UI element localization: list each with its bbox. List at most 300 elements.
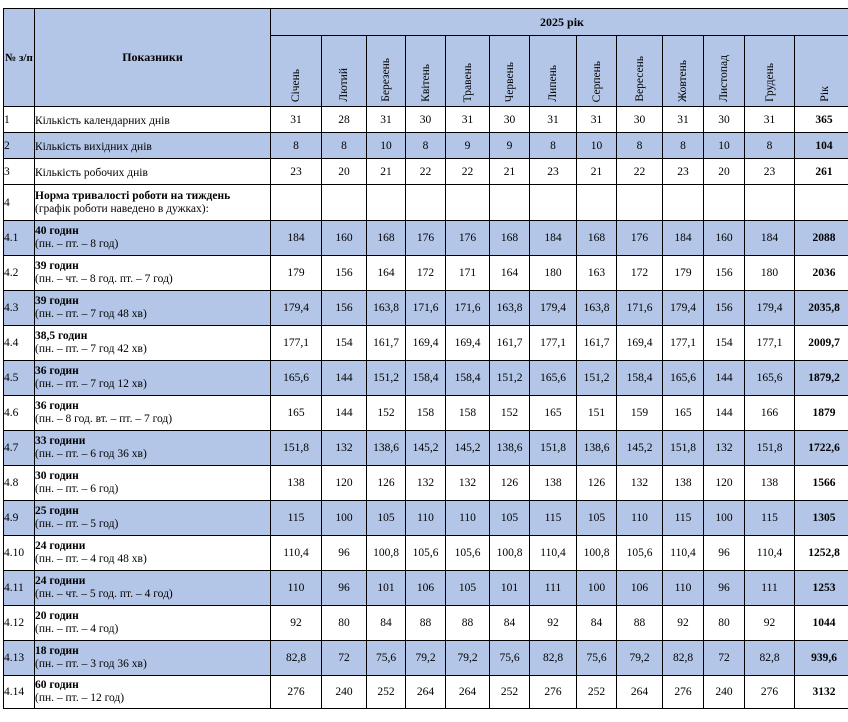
month-value-cell: 252 <box>577 676 617 709</box>
month-value-cell: 176 <box>617 221 663 256</box>
row-label-title: 60 годин <box>35 679 79 691</box>
month-value-cell: 168 <box>367 221 406 256</box>
month-value-cell: 92 <box>530 606 577 641</box>
month-header <box>490 36 530 107</box>
month-value-cell <box>322 185 367 221</box>
year-total-cell: 1566 <box>795 466 848 501</box>
row-label <box>35 291 271 326</box>
month-value-cell: 21 <box>577 159 617 185</box>
month-value-cell: 115 <box>530 501 577 536</box>
row-label-schedule: (пн. – пт. – 6 год) <box>35 483 119 495</box>
month-value-cell: 120 <box>704 466 745 501</box>
month-value-cell: 132 <box>704 431 745 466</box>
table-row <box>4 571 848 606</box>
table-row <box>4 361 848 396</box>
row-label <box>35 606 271 641</box>
month-value-cell: 28 <box>322 107 367 133</box>
month-value-cell: 96 <box>322 571 367 606</box>
month-value-cell: 177,1 <box>745 326 795 361</box>
month-value-cell: 179 <box>663 256 704 291</box>
row-number: 4.7 <box>4 431 35 466</box>
month-value-cell: 75,6 <box>577 641 617 676</box>
month-value-cell: 160 <box>704 221 745 256</box>
header-row-top <box>4 9 848 36</box>
row-label <box>35 133 271 159</box>
month-value-cell: 75,6 <box>490 641 530 676</box>
table-row <box>4 466 848 501</box>
header-num-label: № з/п <box>5 51 33 64</box>
header-indicators-label: Показники <box>122 50 183 64</box>
month-value-cell: 101 <box>367 571 406 606</box>
month-value-cell: 176 <box>406 221 446 256</box>
row-label-schedule: (пн. – пт. – 5 год) <box>35 518 119 530</box>
month-value-cell: 8 <box>663 133 704 159</box>
year-total-cell: 1879 <box>795 396 848 431</box>
row-label <box>35 536 271 571</box>
month-value-cell: 151,8 <box>530 431 577 466</box>
row-number: 4.5 <box>4 361 35 396</box>
year-total-cell: 1722,6 <box>795 431 848 466</box>
month-value-cell: 92 <box>745 606 795 641</box>
month-value-cell: 276 <box>745 676 795 709</box>
month-value-cell: 151,2 <box>367 361 406 396</box>
month-value-cell: 110,4 <box>530 536 577 571</box>
month-value-cell: 161,7 <box>367 326 406 361</box>
month-value-cell <box>490 185 530 221</box>
month-value-cell: 31 <box>271 107 322 133</box>
year-total-cell: 1305 <box>795 501 848 536</box>
month-value-cell: 138,6 <box>490 431 530 466</box>
month-value-cell: 138 <box>530 466 577 501</box>
month-value-cell: 144 <box>322 361 367 396</box>
year-total-cell: 104 <box>795 133 848 159</box>
work-hours-table <box>3 8 848 709</box>
month-value-cell: 144 <box>322 396 367 431</box>
month-value-cell: 158 <box>446 396 490 431</box>
month-value-cell: 10 <box>367 133 406 159</box>
row-number: 4.10 <box>4 536 35 571</box>
row-label <box>35 396 271 431</box>
month-value-cell: 88 <box>446 606 490 641</box>
year-total-header-label: Рік <box>816 86 831 102</box>
month-header-label: Жовтень <box>677 59 689 102</box>
month-value-cell: 154 <box>322 326 367 361</box>
month-value-cell: 138 <box>745 466 795 501</box>
table-row <box>4 107 848 133</box>
table-row <box>4 256 848 291</box>
month-value-cell: 132 <box>446 466 490 501</box>
row-label-title: 18 годин <box>35 645 79 657</box>
month-value-cell: 171,6 <box>406 291 446 326</box>
table-row <box>4 501 848 536</box>
row-label-schedule: (пн. – чт. – 8 год. пт. – 7 год) <box>35 273 173 285</box>
row-label-title: Норма тривалості роботи на тиждень <box>35 189 231 202</box>
month-value-cell: 84 <box>367 606 406 641</box>
month-value-cell: 106 <box>617 571 663 606</box>
month-value-cell: 169,4 <box>446 326 490 361</box>
month-value-cell: 172 <box>617 256 663 291</box>
year-total-cell: 1252,8 <box>795 536 848 571</box>
month-value-cell: 169,4 <box>617 326 663 361</box>
year-total-cell: 1253 <box>795 571 848 606</box>
row-number: 4.13 <box>4 641 35 676</box>
month-value-cell: 158,4 <box>617 361 663 396</box>
month-value-cell: 84 <box>577 606 617 641</box>
month-value-cell: 105 <box>367 501 406 536</box>
month-value-cell: 79,2 <box>446 641 490 676</box>
year-total-cell: 1879,2 <box>795 361 848 396</box>
month-value-cell: 21 <box>367 159 406 185</box>
month-value-cell: 88 <box>617 606 663 641</box>
year-total-cell: 2035,8 <box>795 291 848 326</box>
month-header <box>271 36 322 107</box>
row-number: 4.1 <box>4 221 35 256</box>
row-label <box>35 641 271 676</box>
row-label-title: Кількість робочих днів <box>35 166 148 179</box>
month-header-label: Листопад <box>718 55 730 102</box>
month-value-cell: 8 <box>406 133 446 159</box>
row-label <box>35 466 271 501</box>
month-value-cell: 105 <box>446 571 490 606</box>
year-total-cell: 365 <box>795 107 848 133</box>
month-value-cell: 145,2 <box>406 431 446 466</box>
month-value-cell: 264 <box>406 676 446 709</box>
month-value-cell <box>577 185 617 221</box>
row-label-schedule: (пн. – пт. – 7 год 12 хв) <box>35 378 147 390</box>
month-value-cell: 156 <box>704 256 745 291</box>
row-number: 4.14 <box>4 676 35 709</box>
row-label-title: 33 години <box>35 435 86 447</box>
month-value-cell: 179,4 <box>271 291 322 326</box>
row-number: 4 <box>4 185 35 221</box>
row-label-title: 36 годин <box>35 400 79 412</box>
row-number: 4.3 <box>4 291 35 326</box>
month-value-cell: 10 <box>704 133 745 159</box>
month-value-cell: 105,6 <box>406 536 446 571</box>
month-value-cell: 252 <box>490 676 530 709</box>
month-value-cell: 126 <box>577 466 617 501</box>
month-value-cell: 20 <box>322 159 367 185</box>
month-value-cell: 151 <box>577 396 617 431</box>
month-value-cell: 82,8 <box>271 641 322 676</box>
month-value-cell: 82,8 <box>745 641 795 676</box>
month-value-cell: 151,2 <box>577 361 617 396</box>
month-value-cell: 88 <box>406 606 446 641</box>
month-value-cell <box>530 185 577 221</box>
month-header-label: Червень <box>503 61 516 102</box>
month-value-cell: 138 <box>271 466 322 501</box>
month-value-cell: 163,8 <box>577 291 617 326</box>
row-number: 3 <box>4 159 35 185</box>
month-value-cell: 72 <box>704 641 745 676</box>
month-value-cell: 9 <box>490 133 530 159</box>
month-value-cell <box>617 185 663 221</box>
month-value-cell: 80 <box>322 606 367 641</box>
month-value-cell: 110 <box>271 571 322 606</box>
row-number: 4.2 <box>4 256 35 291</box>
month-value-cell: 168 <box>490 221 530 256</box>
header-year-label: 2025 рік <box>540 14 584 29</box>
month-value-cell <box>704 185 745 221</box>
month-value-cell: 158,4 <box>406 361 446 396</box>
month-value-cell: 160 <box>322 221 367 256</box>
month-header <box>617 36 663 107</box>
row-label <box>35 256 271 291</box>
table-row <box>4 221 848 256</box>
month-header-label: Серпень <box>590 60 603 102</box>
month-value-cell: 163 <box>577 256 617 291</box>
month-value-cell: 79,2 <box>617 641 663 676</box>
month-value-cell: 252 <box>367 676 406 709</box>
month-value-cell: 177,1 <box>530 326 577 361</box>
month-value-cell: 111 <box>530 571 577 606</box>
month-value-cell: 92 <box>271 606 322 641</box>
month-value-cell: 177,1 <box>663 326 704 361</box>
month-header-label: Березень <box>380 58 392 102</box>
month-value-cell: 264 <box>617 676 663 709</box>
row-label <box>35 431 271 466</box>
month-header <box>367 36 406 107</box>
table-row <box>4 641 848 676</box>
month-value-cell: 169,4 <box>406 326 446 361</box>
month-value-cell: 184 <box>745 221 795 256</box>
month-value-cell: 8 <box>271 133 322 159</box>
table-row <box>4 536 848 571</box>
month-value-cell: 110 <box>663 571 704 606</box>
month-value-cell: 75,6 <box>367 641 406 676</box>
month-value-cell: 31 <box>367 107 406 133</box>
row-number: 4.9 <box>4 501 35 536</box>
month-header <box>663 36 704 107</box>
month-value-cell: 22 <box>617 159 663 185</box>
month-value-cell: 180 <box>530 256 577 291</box>
month-value-cell: 126 <box>490 466 530 501</box>
month-value-cell: 165,6 <box>530 361 577 396</box>
row-number: 4.12 <box>4 606 35 641</box>
month-value-cell: 22 <box>446 159 490 185</box>
row-label-title: 40 годин <box>35 225 79 237</box>
month-value-cell: 111 <box>745 571 795 606</box>
month-value-cell: 105,6 <box>617 536 663 571</box>
month-value-cell: 165 <box>271 396 322 431</box>
month-value-cell: 158,4 <box>446 361 490 396</box>
month-value-cell: 171,6 <box>617 291 663 326</box>
month-value-cell: 30 <box>704 107 745 133</box>
month-value-cell: 92 <box>663 606 704 641</box>
row-label-title: 25 годин <box>35 505 79 517</box>
month-value-cell: 31 <box>577 107 617 133</box>
year-total-header <box>795 36 848 107</box>
month-value-cell: 31 <box>745 107 795 133</box>
month-value-cell: 8 <box>745 133 795 159</box>
month-value-cell: 164 <box>367 256 406 291</box>
month-value-cell: 240 <box>322 676 367 709</box>
month-value-cell: 8 <box>617 133 663 159</box>
year-total-cell: 2088 <box>795 221 848 256</box>
month-value-cell: 8 <box>530 133 577 159</box>
month-value-cell: 151,2 <box>490 361 530 396</box>
month-header <box>446 36 490 107</box>
month-value-cell: 151,8 <box>745 431 795 466</box>
table-row <box>4 326 848 361</box>
month-value-cell: 23 <box>663 159 704 185</box>
month-value-cell: 161,7 <box>577 326 617 361</box>
month-value-cell: 138 <box>663 466 704 501</box>
month-value-cell: 20 <box>704 159 745 185</box>
month-value-cell: 23 <box>271 159 322 185</box>
month-value-cell: 100,8 <box>367 536 406 571</box>
month-value-cell: 276 <box>530 676 577 709</box>
month-value-cell: 96 <box>322 536 367 571</box>
month-value-cell: 163,8 <box>367 291 406 326</box>
month-header-label: Квітень <box>419 64 432 102</box>
month-value-cell: 96 <box>704 571 745 606</box>
row-label-schedule: (пн. – пт. – 7 год 48 хв) <box>35 308 147 320</box>
month-value-cell: 110 <box>617 501 663 536</box>
month-value-cell: 151,8 <box>271 431 322 466</box>
month-value-cell: 79,2 <box>406 641 446 676</box>
year-total-cell: 261 <box>795 159 848 185</box>
month-value-cell: 101 <box>490 571 530 606</box>
month-value-cell: 72 <box>322 641 367 676</box>
month-header-label: Липень <box>547 65 559 102</box>
month-value-cell: 166 <box>745 396 795 431</box>
month-value-cell: 82,8 <box>663 641 704 676</box>
row-label-title: 24 години <box>35 575 86 587</box>
month-header-label: Січень <box>290 68 302 102</box>
month-value-cell: 180 <box>745 256 795 291</box>
month-header-label: Грудень <box>763 63 776 102</box>
month-value-cell: 184 <box>530 221 577 256</box>
month-value-cell: 172 <box>406 256 446 291</box>
table-row <box>4 185 848 221</box>
month-value-cell: 84 <box>490 606 530 641</box>
row-label-schedule: (пн. – 8 год. вт. – пт. – 7 год) <box>35 413 173 425</box>
row-label-title: Кількість вихідних днів <box>35 140 152 153</box>
row-label-schedule: (пн. – пт. – 12 год) <box>35 692 125 704</box>
header-year <box>271 9 848 36</box>
month-value-cell: 264 <box>446 676 490 709</box>
month-value-cell: 179,4 <box>663 291 704 326</box>
month-value-cell: 9 <box>446 133 490 159</box>
month-value-cell: 31 <box>446 107 490 133</box>
row-label <box>35 501 271 536</box>
month-value-cell: 145,2 <box>617 431 663 466</box>
month-value-cell: 144 <box>704 396 745 431</box>
month-value-cell: 158 <box>406 396 446 431</box>
table-row <box>4 431 848 466</box>
month-value-cell: 23 <box>745 159 795 185</box>
month-value-cell: 31 <box>530 107 577 133</box>
row-label <box>35 571 271 606</box>
month-value-cell: 184 <box>271 221 322 256</box>
month-header <box>704 36 745 107</box>
row-number: 4.6 <box>4 396 35 431</box>
month-value-cell: 115 <box>271 501 322 536</box>
month-value-cell: 10 <box>577 133 617 159</box>
month-value-cell: 110,4 <box>663 536 704 571</box>
month-value-cell: 80 <box>704 606 745 641</box>
month-value-cell: 115 <box>663 501 704 536</box>
row-label-title: 36 годин <box>35 365 79 377</box>
month-value-cell: 179 <box>271 256 322 291</box>
row-label-schedule: (пн. – пт. – 4 год) <box>35 623 119 635</box>
table-body <box>4 107 848 709</box>
month-value-cell: 152 <box>490 396 530 431</box>
month-value-cell: 30 <box>490 107 530 133</box>
month-value-cell: 132 <box>322 431 367 466</box>
month-value-cell: 163,8 <box>490 291 530 326</box>
table-row <box>4 133 848 159</box>
month-value-cell: 156 <box>322 256 367 291</box>
month-value-cell: 171 <box>446 256 490 291</box>
table-row <box>4 606 848 641</box>
row-label-title: Кількість календарних днів <box>35 114 170 127</box>
month-header <box>745 36 795 107</box>
year-total-cell: 3132 <box>795 676 848 709</box>
month-value-cell: 105 <box>577 501 617 536</box>
year-total-cell: 1044 <box>795 606 848 641</box>
month-header-label: Травень <box>461 62 474 102</box>
year-total-cell: 2009,7 <box>795 326 848 361</box>
month-value-cell: 165,6 <box>271 361 322 396</box>
month-value-cell: 276 <box>271 676 322 709</box>
month-value-cell: 156 <box>322 291 367 326</box>
month-value-cell: 276 <box>663 676 704 709</box>
month-value-cell: 154 <box>704 326 745 361</box>
month-value-cell: 110,4 <box>271 536 322 571</box>
month-value-cell: 171,6 <box>446 291 490 326</box>
row-number: 4.11 <box>4 571 35 606</box>
month-value-cell: 152 <box>367 396 406 431</box>
month-value-cell: 177,1 <box>271 326 322 361</box>
table-row <box>4 291 848 326</box>
month-value-cell: 161,7 <box>490 326 530 361</box>
year-total-cell: 939,6 <box>795 641 848 676</box>
month-value-cell: 132 <box>406 466 446 501</box>
month-value-cell: 120 <box>322 466 367 501</box>
month-value-cell: 30 <box>406 107 446 133</box>
month-value-cell: 100 <box>704 501 745 536</box>
month-value-cell: 138,6 <box>367 431 406 466</box>
row-label-schedule: (пн. – чт. – 5 год. пт. – 4 год) <box>35 588 173 600</box>
row-label-schedule: (пн. – пт. – 4 год 48 хв) <box>35 553 147 565</box>
month-value-cell: 179,4 <box>530 291 577 326</box>
month-value-cell: 100 <box>577 571 617 606</box>
month-value-cell <box>367 185 406 221</box>
month-value-cell: 126 <box>367 466 406 501</box>
month-value-cell: 165,6 <box>745 361 795 396</box>
row-label-title: 39 годин <box>35 260 79 272</box>
row-label-title: 20 годин <box>35 610 79 622</box>
row-number: 4.4 <box>4 326 35 361</box>
month-value-cell: 8 <box>322 133 367 159</box>
year-total-cell: 2036 <box>795 256 848 291</box>
month-value-cell: 159 <box>617 396 663 431</box>
month-value-cell: 179,4 <box>745 291 795 326</box>
row-label <box>35 221 271 256</box>
month-value-cell: 165 <box>663 396 704 431</box>
row-label-schedule: (пн. – пт. – 3 год 36 хв) <box>35 658 147 670</box>
row-label-title: 39 годин <box>35 295 79 307</box>
month-header <box>322 36 367 107</box>
row-label <box>35 361 271 396</box>
month-value-cell: 31 <box>663 107 704 133</box>
row-label-title: 30 годин <box>35 470 79 482</box>
row-label-schedule: (пн. – пт. – 8 год) <box>35 238 119 250</box>
month-value-cell: 240 <box>704 676 745 709</box>
month-value-cell: 110 <box>446 501 490 536</box>
